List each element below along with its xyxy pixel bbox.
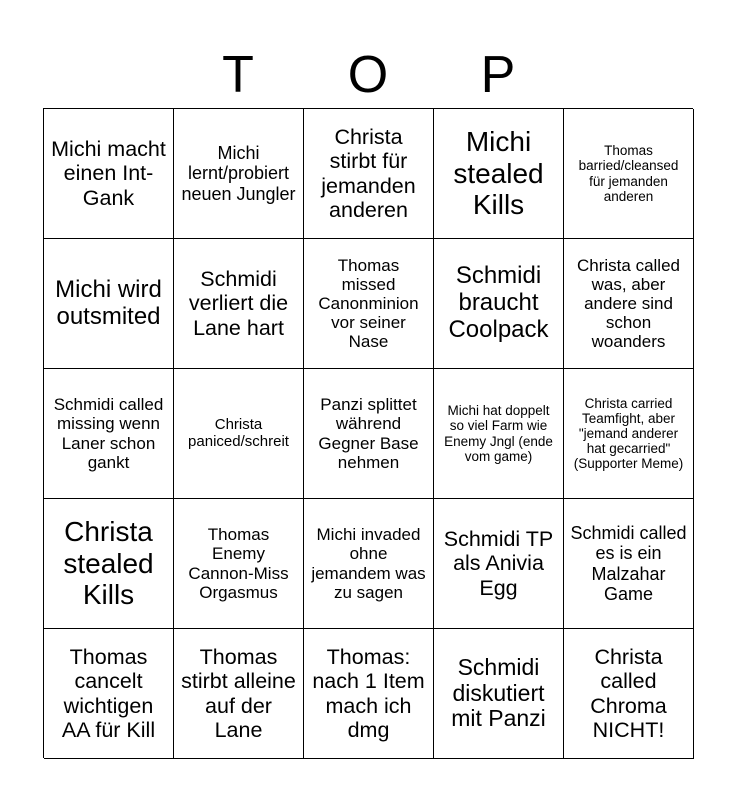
bingo-board: [43, 108, 693, 758]
title-letter-t: T: [222, 46, 254, 104]
title-letter-o: O: [347, 46, 389, 104]
bingo-cell[interactable]: Thomas stirbt alleine auf der Lane: [174, 629, 304, 759]
title-letter-p: P: [480, 46, 516, 104]
bingo-cell[interactable]: Thomas missed Canonminion vor seiner Nase: [304, 239, 434, 369]
bingo-cell[interactable]: Christa called Chroma NICHT!: [564, 629, 694, 759]
bingo-cell[interactable]: Thomas cancelt wichtigen AA für Kill: [44, 629, 174, 759]
bingo-cell[interactable]: Panzi splittet während Gegner Base nehmen: [304, 369, 434, 499]
bingo-cell[interactable]: Michi hat doppelt so viel Farm wie Enemy Jngl (ende vom game): [434, 369, 564, 499]
bingo-title: [173, 42, 563, 108]
bingo-cell[interactable]: Schmidi TP als Anivia Egg: [434, 499, 564, 629]
bingo-cell[interactable]: Christa carried Teamfight, aber "jemand anderer hat gecarried" (Supporter Meme): [564, 369, 694, 499]
bingo-cell[interactable]: Christa stirbt für jemanden anderen: [304, 109, 434, 239]
bingo-cell[interactable]: Schmidi verliert die Lane hart: [174, 239, 304, 369]
bingo-cell[interactable]: Thomas barried/cleansed für jemanden anderen: [564, 109, 694, 239]
bingo-cell[interactable]: Schmidi called es is ein Malzahar Game: [564, 499, 694, 629]
bingo-cell[interactable]: Michi macht einen Int-Gank: [44, 109, 174, 239]
bingo-cell[interactable]: Schmidi diskutiert mit Panzi: [434, 629, 564, 759]
bingo-cell[interactable]: Michi lernt/probiert neuen Jungler: [174, 109, 304, 239]
bingo-cell[interactable]: Michi stealed Kills: [434, 109, 564, 239]
bingo-cell[interactable]: Christa stealed Kills: [44, 499, 174, 629]
bingo-cell[interactable]: Michi wird outsmited: [44, 239, 174, 369]
bingo-cell[interactable]: Thomas: nach 1 Item mach ich dmg: [304, 629, 434, 759]
bingo-cell[interactable]: Christa called was, aber andere sind schon woanders: [564, 239, 694, 369]
bingo-cell[interactable]: Michi invaded ohne jemandem was zu sagen: [304, 499, 434, 629]
bingo-cell[interactable]: Schmidi called missing wenn Laner schon gankt: [44, 369, 174, 499]
bingo-cell[interactable]: Schmidi braucht Coolpack: [434, 239, 564, 369]
bingo-cell[interactable]: Thomas Enemy Cannon-Miss Orgasmus: [174, 499, 304, 629]
bingo-cell[interactable]: Christa paniced/schreit: [174, 369, 304, 499]
